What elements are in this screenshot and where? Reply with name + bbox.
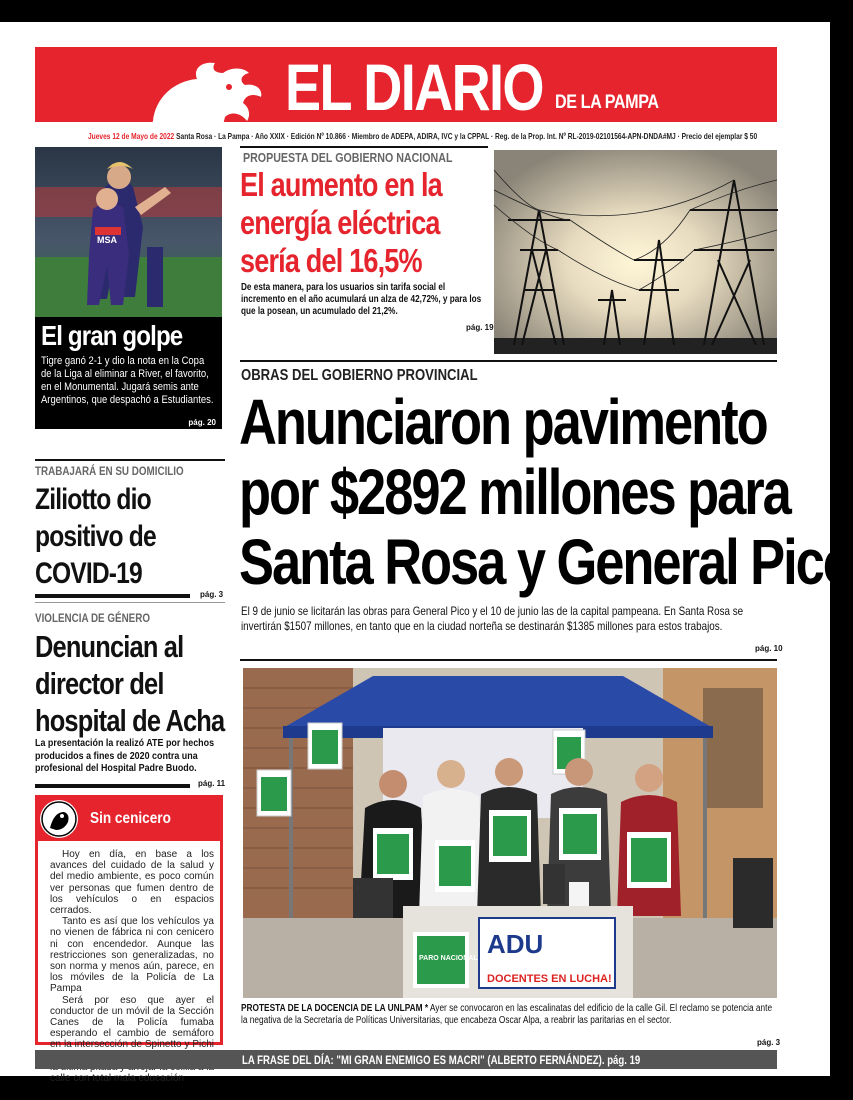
sports-story[interactable] xyxy=(35,317,222,429)
headline-line: Santa Rosa y General Pico xyxy=(239,526,853,598)
pavimento-page-ref: pág. 10 xyxy=(755,644,783,653)
masthead[interactable] xyxy=(35,47,777,122)
ziliotto-headline[interactable] xyxy=(35,481,156,592)
masthead-subtitle: DE LA PAMPA xyxy=(555,92,659,113)
acha-page-ref: pág. 11 xyxy=(198,779,226,788)
energia-body: De esta manera, para los usuarios sin tarifa social el incremento en el año acumulará un alza de 42,72%, y para los que la posean, un acumulado del 21,2%. xyxy=(241,282,482,317)
sports-body: Tigre ganó 2-1 y dio la nota en la Copa de la Liga al eliminar a River, el favorito, en el Monumental. Jugará semis ante Argentinos, que despachó a Estudiantes. xyxy=(41,355,214,406)
protest-caption xyxy=(241,1003,779,1026)
column-paragraph: Tanto es así que los vehículos ya no vienen de fábrica ni con cenicero ni con encendedor. Aunque las restricciones son generalizadas, no son norma y menos aún, parece, en los móviles de la Policía de La Pampa xyxy=(50,916,214,995)
sports-photo[interactable] xyxy=(35,147,222,317)
frase-del-dia-text: LA FRASE DEL DÍA: "MI GRAN ENEMIGO ES MACRI" (ALBERTO FERNÁNDEZ). pág. 19 xyxy=(242,1053,641,1067)
player-shirt-text: MSA xyxy=(97,235,117,245)
pavimento-body: El 9 de junio se licitarán las obras para General Pico y el 10 de junio las de la capital pampeana. En Santa Rosa se invertirán $1507 millones, en tanto que en la ciudad norteña se destinarán $1385 millones para estos trabajos. xyxy=(241,604,744,633)
newspaper-front-page xyxy=(0,22,853,1085)
divider xyxy=(240,659,777,661)
headline-line: sería del 16,5% xyxy=(240,242,422,279)
edition-date: Jueves 12 de Mayo de 2022 xyxy=(88,131,175,141)
frase-del-dia-bar[interactable] xyxy=(35,1050,777,1069)
pavimento-headline[interactable] xyxy=(239,387,853,597)
acha-kicker: VIOLENCIA DE GÉNERO xyxy=(35,611,151,625)
headline-line: positivo de xyxy=(35,520,156,553)
power-towers-image xyxy=(494,150,777,354)
divider xyxy=(35,459,225,461)
headline-line: Anunciaron pavimento xyxy=(239,386,767,458)
column-paragraph: Será por eso que ayer el conductor de un móvil de la Sección Canes de la Policía fumaba esperando el cambio de semáforo en la intersección de Spinetto y Pichi calle con total mala educación xyxy=(50,994,214,1085)
edition-line xyxy=(88,131,757,141)
pavimento-kicker: OBRAS DEL GOBIERNO PROVINCIAL xyxy=(241,367,478,384)
acha-headline[interactable] xyxy=(35,628,224,739)
headline-line: Ziliotto dio xyxy=(35,483,151,516)
column-paragraph: Hoy en día, en base a los avances del cuidado de la salud y del medio ambiente, es poco común ver personas que fumen dentro de los vehículos o en espacios cerrados. xyxy=(50,849,214,917)
power-lines-photo[interactable] xyxy=(494,150,777,354)
masthead-title: EL DIARIO xyxy=(285,50,543,124)
headline-line: energía eléctrica xyxy=(240,204,440,241)
column-title: Sin cenicero xyxy=(90,810,171,827)
sports-headline: El gran golpe xyxy=(41,320,183,351)
column-body xyxy=(38,841,220,1084)
adu-sign-text: ADU xyxy=(487,929,544,959)
acha-body: La presentación la realizó ATE por hechos producidos a fines de 2020 contra una profesional del Hospital Padre Buodo. xyxy=(35,737,215,774)
docentes-sign-text: DOCENTES EN LUCHA! xyxy=(487,973,612,985)
football-players-image xyxy=(35,147,222,317)
headline-line: Denuncian al xyxy=(35,629,184,664)
column-header xyxy=(38,798,220,841)
sin-cenicero-column[interactable] xyxy=(35,795,223,1085)
headline-line: hospital de Acha xyxy=(35,703,225,738)
headline-line: director del xyxy=(35,666,164,701)
headline-line: por $2892 millones para xyxy=(239,456,790,528)
divider xyxy=(35,784,190,788)
edition-info: Santa Rosa · La Pampa · Año XXIX · Edición Nº 10.866 · Miembro de ADEPA, ADIRA, IVC y la CPPAL · Reg. de la Prop. Int. Nº RL-2019-02101564-APN-DNDA#MJ · Precio del ejemplar $ 50 xyxy=(174,131,758,141)
ziliotto-kicker: TRABAJARÁ EN SU DOMICILIO xyxy=(35,464,184,478)
teachers-protest-image xyxy=(243,668,777,998)
protest-page-ref: pág. 3 xyxy=(757,1038,781,1047)
divider xyxy=(35,602,225,603)
divider xyxy=(240,146,488,148)
energia-page-ref: pág. 19 xyxy=(466,323,494,332)
divider xyxy=(35,594,190,598)
column-logo-icon xyxy=(40,800,78,838)
ziliotto-page-ref: pág. 3 xyxy=(200,590,224,599)
energia-kicker: PROPUESTA DEL GOBIERNO NACIONAL xyxy=(243,150,453,165)
energia-headline[interactable] xyxy=(240,166,442,280)
protest-photo[interactable] xyxy=(243,668,777,998)
headline-line: El aumento en la xyxy=(240,166,442,203)
paro-sign-text: PARO NACIONAL xyxy=(419,955,478,962)
sports-page-ref: pág. 20 xyxy=(188,418,216,427)
caption-title: PROTESTA DE LA DOCENCIA DE LA UNLPAM * xyxy=(241,1003,429,1014)
headline-line: COVID-19 xyxy=(35,557,142,590)
divider xyxy=(240,360,777,362)
bird-logo-icon xyxy=(145,59,285,125)
caption-text: Ayer se convocaron en las escalinatas del edificio de la calle Gil. El reclamo se potencia ante la negativa de la Secretaría de Políticas Universitarias, que encabeza Oscar Alpa, a reabrir las paritarias en el sector. xyxy=(241,1003,773,1026)
